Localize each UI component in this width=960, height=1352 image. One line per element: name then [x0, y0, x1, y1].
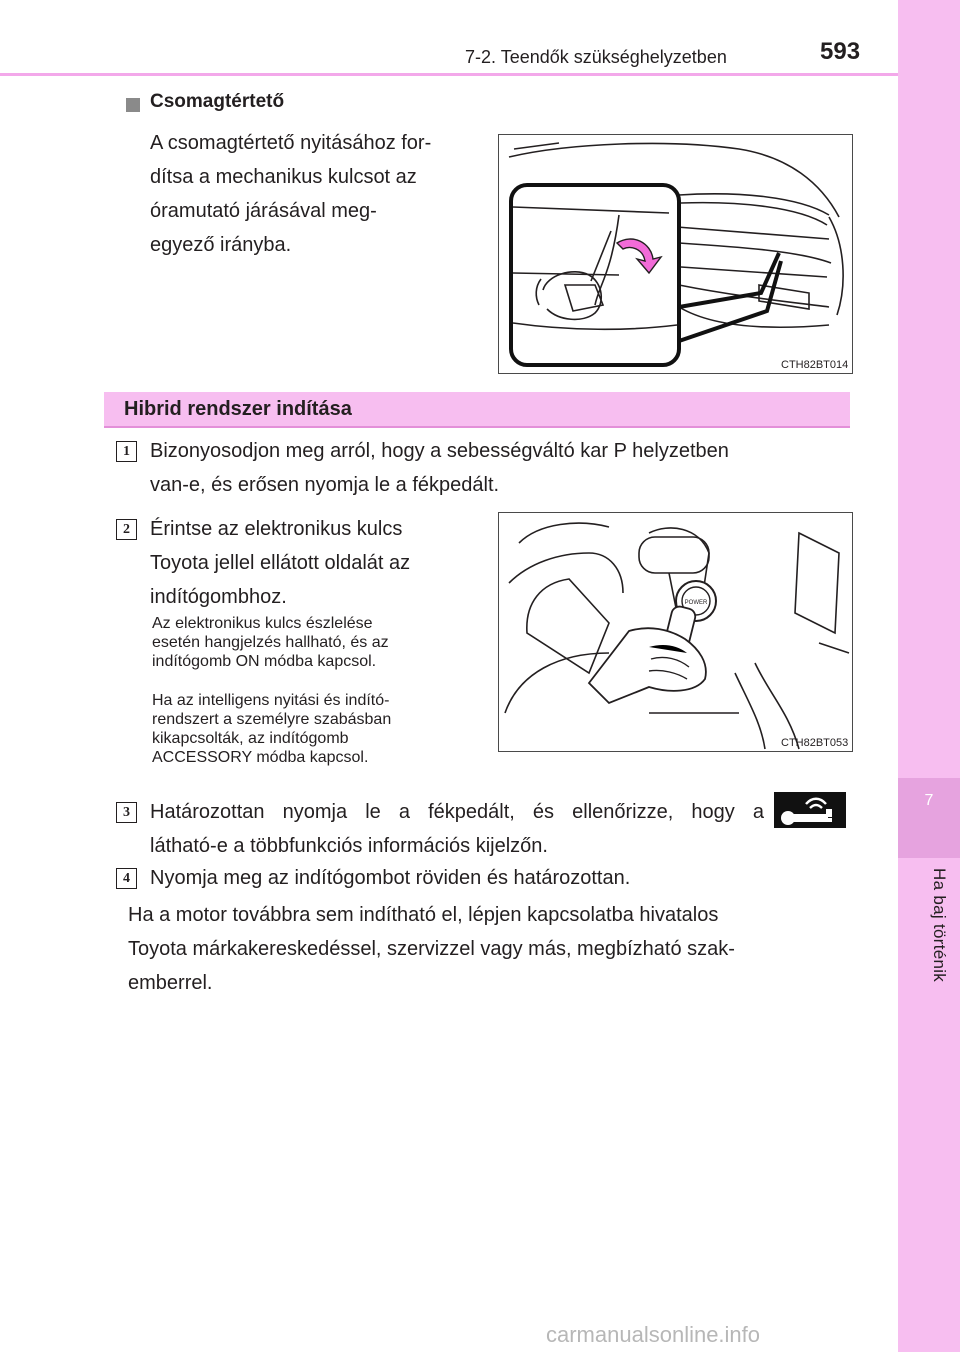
trunk-line-4: egyező irányba. — [150, 234, 292, 256]
step-2-line-2: Toyota jellel ellátott oldalát az — [150, 552, 411, 574]
trunk-lid-figure — [498, 134, 853, 374]
step-1-line-1: Bizonyosodjon meg arról, hogy a sebességváltó kar P helyzetben — [150, 440, 729, 462]
trunk-line-3: óramutató járásával meg- — [150, 200, 377, 222]
note-2-line-4: ACCESSORY módba kapcsol. — [152, 749, 369, 766]
closing-paragraph — [128, 898, 846, 1000]
note-1-line-3: indítógomb ON módba kapcsol. — [152, 653, 377, 670]
step-3-line-2: látható-e a többfunkciós információs kijelzőn. — [150, 835, 548, 857]
trunk-line-1: A csomagtértető nyitásához for- — [150, 132, 432, 154]
note-2-line-1: Ha az intelligens nyitási és indító- — [152, 692, 390, 709]
step-number-4: 4 — [116, 868, 137, 889]
section-title: Csomagtértető — [150, 91, 285, 112]
chapter-label: Ha baj történik — [930, 868, 949, 983]
step-2-note-1 — [152, 614, 476, 671]
key-brake-indicator-icon — [774, 792, 846, 828]
note-2-line-3: kikapcsolták, az indítógomb — [152, 730, 349, 747]
closing-line-3: emberrel. — [128, 972, 213, 994]
note-2-line-2: rendszert a személyre szabásban — [152, 711, 392, 728]
step-number-2: 2 — [116, 519, 137, 540]
header-divider — [0, 73, 898, 76]
running-header: 7-2. Teendők szükséghelyzetben — [465, 47, 727, 67]
step-2-line-1: Érintse az elektronikus kulcs — [150, 518, 403, 540]
step-number-3: 3 — [116, 802, 137, 823]
step-number-1: 1 — [116, 441, 137, 462]
chapter-number: 7 — [924, 792, 934, 809]
step-4-text: Nyomja meg az indítógombot röviden és határozottan. — [150, 867, 631, 889]
power-button-figure — [498, 512, 853, 752]
step-1-line-2: van-e, és erősen nyomja le a fékpedált. — [150, 474, 500, 496]
closing-line-2: Toyota márkakereskedéssel, szervizzel vagy más, megbízható szak- — [128, 938, 735, 960]
step-2-line-3: indítógombhoz. — [150, 586, 287, 608]
banner-title: Hibrid rendszer indítása — [124, 398, 352, 420]
section-bullet-icon — [126, 98, 140, 112]
figure-code: CTH82BT053 — [781, 737, 849, 749]
section-banner — [104, 392, 850, 428]
figure-code: CTH82BT014 — [781, 359, 849, 371]
step-3-line-1: Határozottan nyomja le a fékpedált, és ellenőrizze, hogy a — [150, 801, 764, 823]
chapter-number-tab — [898, 778, 960, 858]
step-1-text — [150, 434, 846, 502]
key-to-power-button-illustration — [499, 513, 852, 751]
note-1-line-2: esetén hangjelzés hallható, és az — [152, 634, 389, 651]
trunk-line-2: dítsa a mechanikus kulcsot az — [150, 166, 417, 188]
page-number: 593 — [820, 38, 861, 65]
closing-line-1: Ha a motor továbbra sem indítható el, lépjen kapcsolatba hivatalos — [128, 904, 719, 926]
step-2-text — [150, 512, 476, 614]
note-1-line-1: Az elektronikus kulcs észlelése — [152, 615, 373, 632]
trunk-instructions — [150, 126, 476, 262]
chapter-side-tab — [898, 0, 960, 1352]
step-2-note-2 — [152, 691, 476, 767]
watermark: carmanualsonline.info — [546, 1322, 761, 1347]
power-button-label: POWER — [684, 600, 708, 606]
trunk-lock-illustration — [499, 135, 852, 373]
